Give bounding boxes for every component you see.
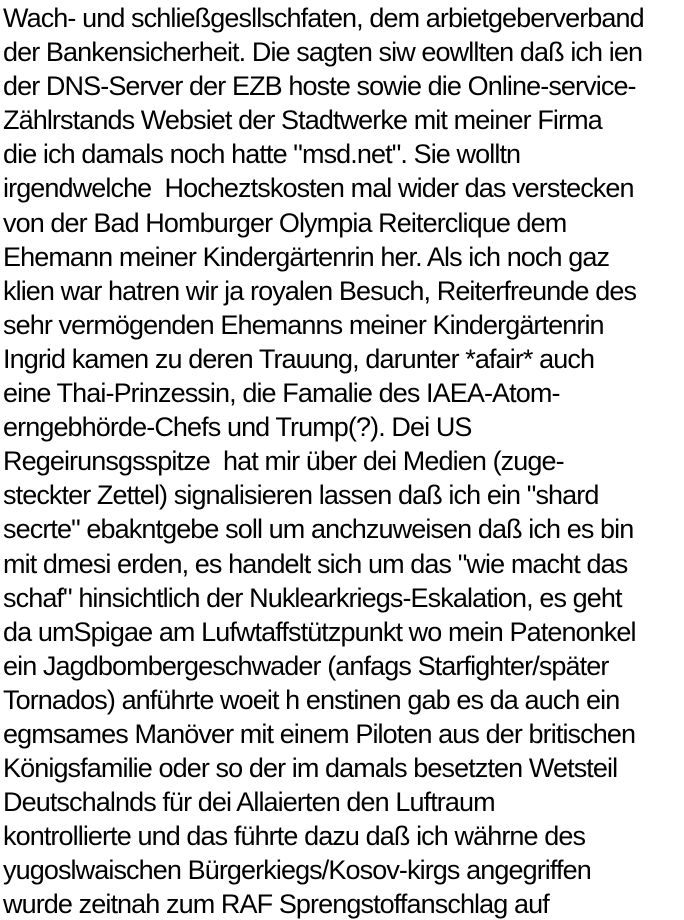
text-line: Deutschalnds für dei Allaierten den Luftraum <box>3 787 495 818</box>
text-line: yugoslwaischen Bürgerkiegs/Kosov-kirgs angegriffen <box>3 855 591 886</box>
text-line: Zählrstands Websiet der Stadtwerke mit meiner Firma <box>3 105 602 136</box>
text-line: Königsfamilie oder so der im damals besetzten Wetsteil <box>3 753 618 784</box>
text-line: secrte" ebakntgebe soll um anchzuweisen daß ich es bin <box>3 514 634 545</box>
text-line: kontrollierte und das führte dazu daß ich währne des <box>3 821 586 852</box>
text-line: erngebhörde-Chefs und Trump(?). Dei US <box>3 412 472 443</box>
text-line: da umSpigae am Lufwtaffstützpunkt wo mein Patenonkel <box>3 616 636 647</box>
text-line: Wach- und schließgesllschfaten, dem arbietgeberverband <box>3 3 644 33</box>
text-line: schaf" hinsichtlich der Nuklearkriegs-Eskalation, es geht <box>3 582 622 613</box>
text-line: ein Jagdbombergeschwader (anfags Starfighter/später <box>3 650 609 681</box>
text-line: Ehemann meiner Kindergärtenrin her. Als ich noch gaz <box>3 241 610 272</box>
document-text <box>3 1 684 920</box>
text-line: steckter Zettel) signalisieren lassen daß ich ein "shard <box>3 480 599 511</box>
text-line: von der Bad Homburger Olympia Reiterclique dem <box>3 207 567 238</box>
text-line: sehr vermögenden Ehemanns meiner Kindergärtenrin <box>3 309 604 340</box>
text-line: der Bankensicherheit. Die sagten siw eowllten daß ich ien <box>3 37 643 68</box>
text-line: Regeirunsgsspitze hat mir über dei Medien (zuge- <box>3 446 564 477</box>
text-line: eine Thai-Prinzessin, die Famalie des IAEA-Atom- <box>3 378 560 409</box>
text-line: mit dmesi erden, es handelt sich um das "wie macht das <box>3 548 628 579</box>
text-line: die ich damals noch hatte "msd.net". Sie wolltn <box>3 139 521 170</box>
text-line: der DNS-Server der EZB hoste sowie die Online-service- <box>3 71 636 102</box>
text-line: Ingrid kamen zu deren Trauung, darunter *afair* auch <box>3 343 595 374</box>
text-line: wurde zeitnah zum RAF Sprengstoffanschlag auf <box>3 889 549 920</box>
text-line: Tornados) anführte woeit h enstinen gab es da auch ein <box>3 684 620 715</box>
text-line: egmsames Manöver mit einem Piloten aus der britischen <box>3 718 636 749</box>
text-line: irgendwelche Hocheztskosten mal wider das verstecken <box>3 173 634 204</box>
text-line: klien war hatren wir ja royalen Besuch, Reiterfreunde des <box>3 275 637 306</box>
